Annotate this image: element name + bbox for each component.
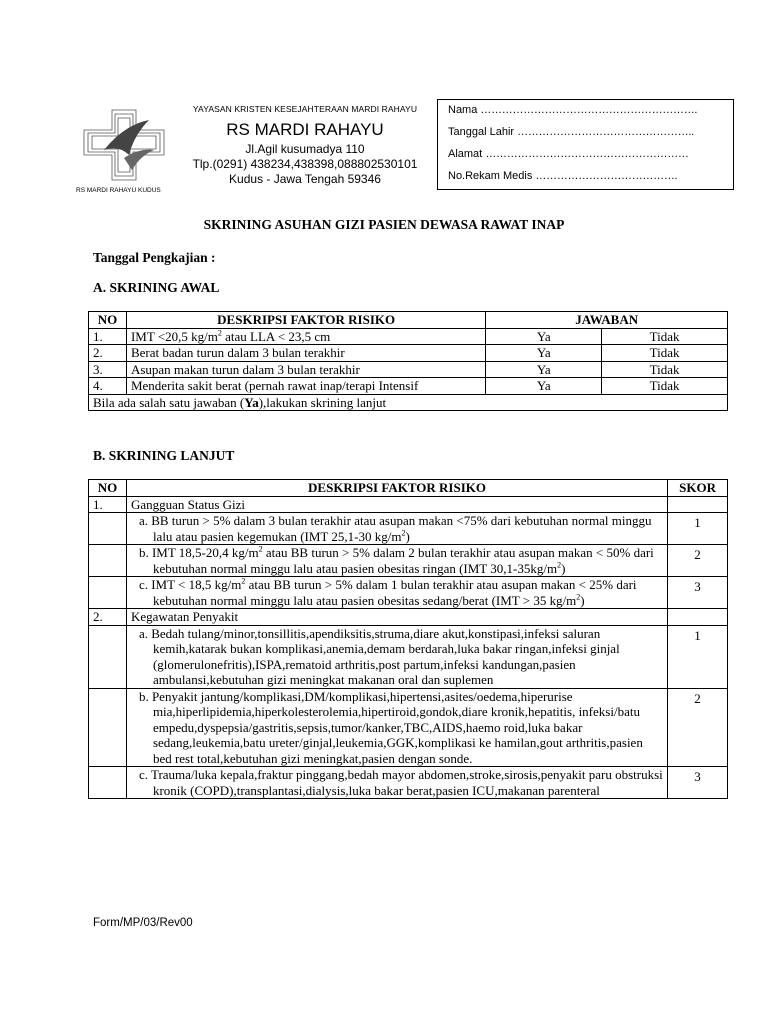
patient-name-field[interactable]: Nama ……………………………………………………. xyxy=(448,104,698,116)
table-footnote-row xyxy=(89,394,728,411)
score-value[interactable]: 2 xyxy=(668,688,728,767)
empty-cell xyxy=(89,513,127,545)
risk-description: a. BB turun > 5% dalam 3 bulan terakhir atau asupan makan <75% dari kebutuhan normal minggu lalu atau pasien kegemukan (IMT 25,1-30 $kg/m^2$) xyxy=(126,513,667,545)
row-description: IMT <20,5 $kg/m^2$ atau LLA < 23,5 cm xyxy=(126,328,485,345)
risk-description: b. Penyakit jantung/komplikasi,DM/komplikasi,hipertensi,asites/oedema,hiperurise mia,hiperlipidemia,hiperkolesterolemia,hipertiroid,gondok,diare kronik,hepatitis, infeksi/batu empedu,dyspepsia/gastritis,sepsis,tumor/kanker,TBC,AIDS,haemo roid,luka bakar sedang,leukemia,batu ureter/ginjal,leukemia,GGK,komplikasi ke hamilan,gout arthritis,pasien bed rest total,kebutuhan gizi meningkat,pasien dengan sonde. xyxy=(126,688,667,767)
foundation-name: YAYASAN KRISTEN KESEJAHTERAAN MARDI RAHAYU xyxy=(192,104,418,114)
col-desc-header: DESKRIPSI FAKTOR RISIKO xyxy=(126,480,667,497)
score-value[interactable]: 1 xyxy=(668,513,728,545)
answer-yes[interactable]: Ya xyxy=(486,361,602,378)
address-city: Kudus - Jawa Tengah 59346 xyxy=(229,172,381,186)
form-code: Form/MP/03/Rev00 xyxy=(93,917,193,929)
row-description: Menderita sakit berat (pernah rawat inap/terapi Intensif xyxy=(126,378,485,395)
risk-description: c. IMT < 18,5 $kg/m^2$ atau BB turun > 5% dalam 1 bulan terakhir atau asupan makan < 25% dari kebutuhan normal minggu lalu atau pasien obesitas sedang/berat (IMT > 35 $kg/m^2$) xyxy=(126,577,667,609)
score-value[interactable]: 1 xyxy=(668,625,728,688)
table-row xyxy=(89,345,728,362)
table-row xyxy=(89,513,728,545)
score-value[interactable]: 2 xyxy=(668,545,728,577)
logo-caption: RS MARDI RAHAYU KUDUS xyxy=(76,187,161,194)
risk-description: c. Trauma/luka kepala,fraktur pinggang,bedah mayor abdomen,stroke,sirosis,penyakit paru obstruksi kronik (COPD),transplantasi,dialysis,luka bakar berat,pasien ICU,makanan parenteral xyxy=(126,767,667,799)
table-row xyxy=(89,328,728,345)
row-description: Berat badan turun dalam 3 bulan terakhir xyxy=(126,345,485,362)
row-number: 1. xyxy=(89,328,127,345)
patient-identity-box xyxy=(437,99,734,190)
row-number: 2. xyxy=(89,609,127,626)
group-title: Kegawatan Penyakit xyxy=(126,609,667,626)
col-no-header: NO xyxy=(89,312,127,329)
hospital-name: RS MARDI RAHAYU xyxy=(226,120,384,139)
score-value[interactable]: 3 xyxy=(668,767,728,799)
col-answer-header: JAWABAN xyxy=(486,312,728,329)
col-desc-header: DESKRIPSI FAKTOR RISIKO xyxy=(126,312,485,329)
birth-date-field[interactable]: Tanggal Lahir ………………………………………….. xyxy=(448,126,694,138)
group-row xyxy=(89,609,728,626)
row-number: 1. xyxy=(89,496,127,513)
hospital-logo xyxy=(74,100,174,195)
table-row xyxy=(89,767,728,799)
group-title: Gangguan Status Gizi xyxy=(126,496,667,513)
screening-footnote: Bila ada salah satu jawaban (Ya),lakukan skrining lanjut xyxy=(89,394,728,411)
answer-no[interactable]: Tidak xyxy=(602,345,728,362)
table-row xyxy=(89,625,728,688)
answer-yes[interactable]: Ya xyxy=(486,378,602,395)
medical-record-number-field[interactable]: No.Rekam Medis …………………………………. xyxy=(448,170,678,182)
table-row xyxy=(89,361,728,378)
empty-cell xyxy=(89,767,127,799)
empty-cell xyxy=(89,688,127,767)
answer-no[interactable]: Tidak xyxy=(602,361,728,378)
table-row xyxy=(89,688,728,767)
empty-cell xyxy=(89,577,127,609)
advanced-screening-table xyxy=(88,479,728,799)
table-row xyxy=(89,378,728,395)
row-number: 2. xyxy=(89,345,127,362)
row-number: 4. xyxy=(89,378,127,395)
table-row xyxy=(89,545,728,577)
document-title: SKRINING ASUHAN GIZI PASIEN DEWASA RAWAT INAP xyxy=(203,217,565,232)
address-phone: Tlp.(0291) 438234,438398,088802530101 xyxy=(192,157,418,171)
assessment-date-label[interactable]: Tanggal Pengkajian : xyxy=(93,250,216,265)
table-header-row xyxy=(89,312,728,329)
table-header-row xyxy=(89,480,728,497)
section-a-heading: A. SKRINING AWAL xyxy=(93,280,220,295)
group-row xyxy=(89,496,728,513)
score-value[interactable]: 3 xyxy=(668,577,728,609)
empty-cell xyxy=(89,625,127,688)
section-b-heading: B. SKRINING LANJUT xyxy=(93,448,235,463)
empty-cell xyxy=(668,609,728,626)
empty-cell xyxy=(668,496,728,513)
answer-no[interactable]: Tidak xyxy=(602,328,728,345)
risk-description: b. IMT 18,5-20,4 $kg/m^2$ atau BB turun > 5% dalam 2 bulan terakhir atau asupan makan < 50% dari kebutuhan normal minggu lalu atau pasien obesitas ringan (IMT $30,1-35kg/m^2$) xyxy=(126,545,667,577)
row-number: 3. xyxy=(89,361,127,378)
table-row xyxy=(89,577,728,609)
address-field[interactable]: Alamat ………………………………………………… xyxy=(448,148,689,160)
answer-no[interactable]: Tidak xyxy=(602,378,728,395)
col-score-header: SKOR xyxy=(668,480,728,497)
col-no-header: NO xyxy=(89,480,127,497)
address-street: Jl.Agil kusumadya 110 xyxy=(245,142,365,156)
answer-yes[interactable]: Ya xyxy=(486,328,602,345)
initial-screening-table xyxy=(88,311,728,411)
answer-yes[interactable]: Ya xyxy=(486,345,602,362)
row-description: Asupan makan turun dalam 3 bulan terakhir xyxy=(126,361,485,378)
risk-description: a. Bedah tulang/minor,tonsillitis,apendiksitis,struma,diare akut,konstipasi,infeksi saluran kemih,katarak bukan komplikasi,anemia,demam berdarah,luka bakar ringan,infeksi ginjal (glomerulonefritis),ISPA,rematoid arthritis,post partum,infeksi kandungan,pasien ambulansi,kebutuhan gizi meningkat makanan oral dan suplemen xyxy=(126,625,667,688)
empty-cell xyxy=(89,545,127,577)
